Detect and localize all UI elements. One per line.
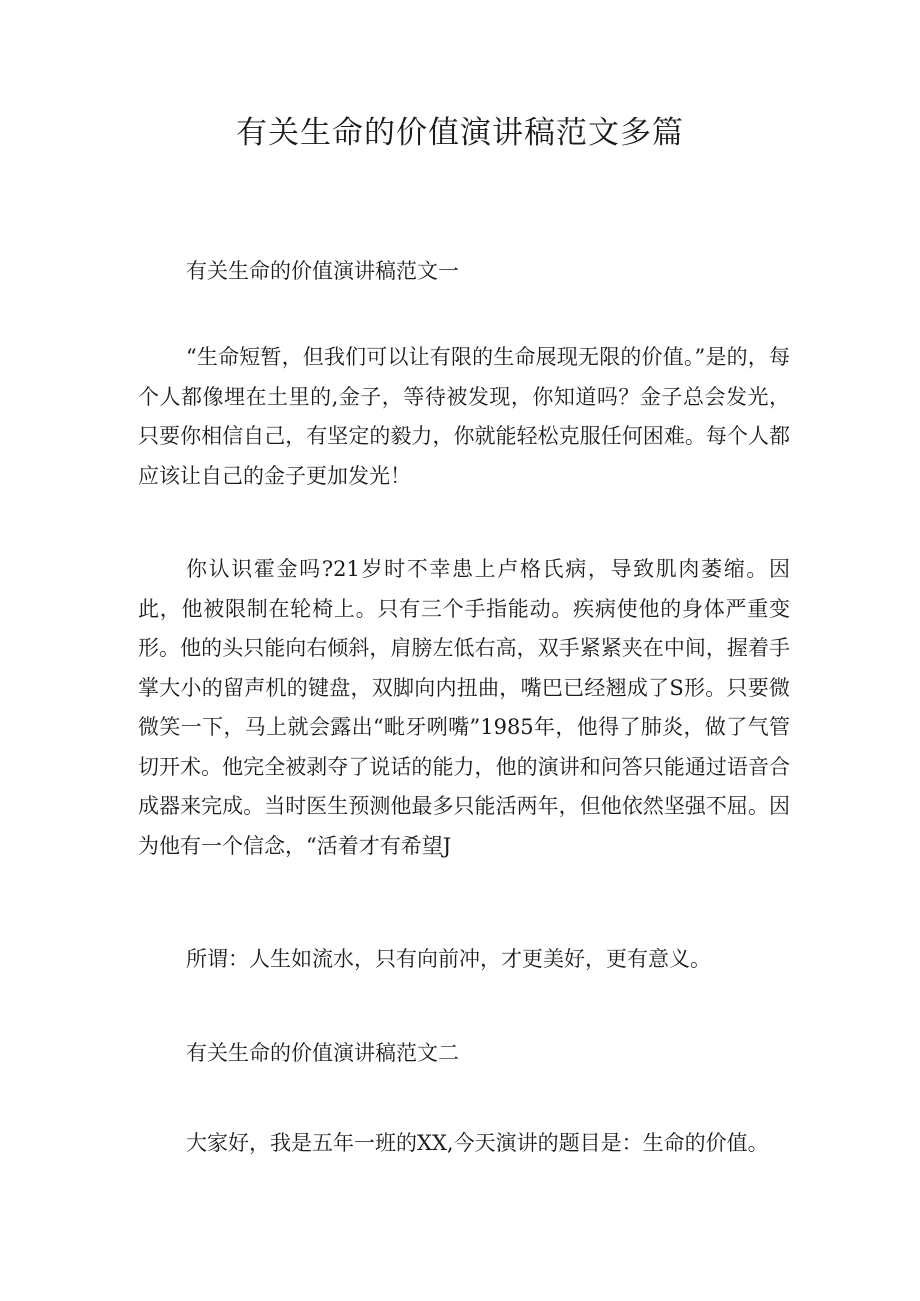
paragraph-4: 大家好，我是五年一班的XX,今天演讲的题目是：生命的价值。 <box>186 1131 769 1155</box>
paragraph-2: 你认识霍金吗?21岁时不幸患上卢格氏病，导致肌肉萎缩。因此，他被限制在轮椅上。只有三个手指能动。疾病使他的身体严重变形。他的头只能向右倾斜，肩膀左低右高，双手紧紧夹在中间，握着手掌大小的留声机的键盘，双脚向内扭曲，嘴巴已经翘成了S形。只要微微笑一下，马上就会露出“毗牙咧嘴”1985年，他得了肺炎，做了气管切开术。他完全被剥夺了说话的能力，他的演讲和问答只能通过语音合成器来完成。当时医生预测他最多只能活两年，但他依然坚强不屈。因为他有一个信念，“活着才有希望J <box>138 557 790 858</box>
document-title: 有关生命的价值演讲稿范文多篇 <box>236 115 684 151</box>
paragraph-3: 所谓：人生如流水，只有向前冲，才更美好，更有意义。 <box>186 947 711 971</box>
paragraph-1: “生命短暂，但我们可以让有限的生命展现无限的价值。”是的，每个人都像埋在土里的,金子，等待被发现，你知道吗？金子总会发光，只要你相信自己，有坚定的毅力，你就能轻松克服任何困难。每个人都应该让自己的金子更加发光！ <box>138 345 790 488</box>
section-heading-2: 有关生命的价值演讲稿范文二 <box>186 1041 459 1065</box>
section-heading-1: 有关生命的价值演讲稿范文一 <box>186 259 459 283</box>
